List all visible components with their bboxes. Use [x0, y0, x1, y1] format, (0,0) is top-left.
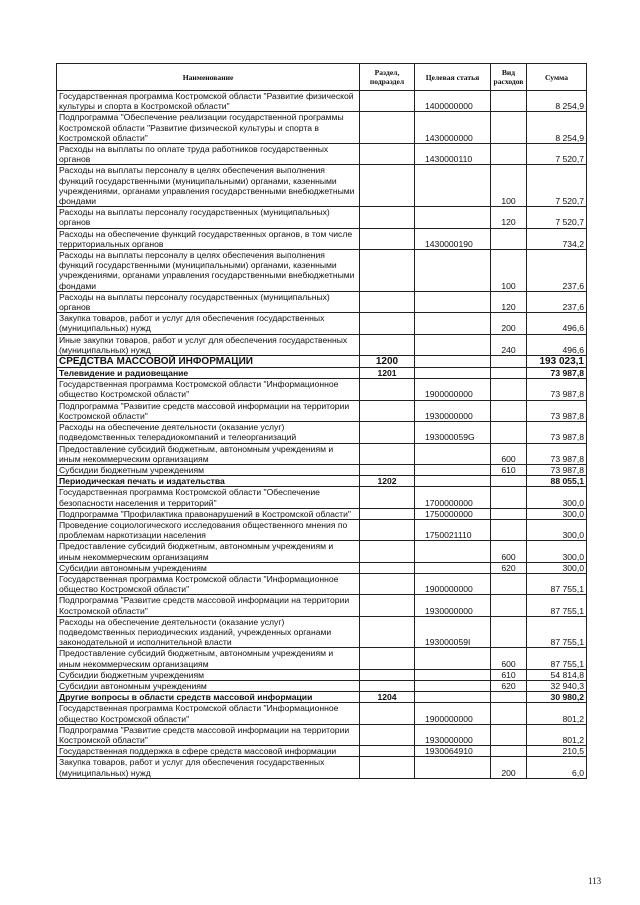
cell-section	[360, 443, 415, 464]
table-row	[57, 669, 587, 680]
cell-sum: 300,0	[527, 487, 587, 508]
cell-expense	[491, 703, 527, 724]
cell-name: Расходы на выплаты персоналу в целях обеспечения выполнения функций государственными (муниципальными) органами, казенными учреждениями, органами управления государственными внебюджетными фондами	[57, 250, 360, 292]
table-row	[57, 648, 587, 669]
table-row	[57, 356, 587, 368]
cell-target	[415, 165, 491, 207]
cell-name: Телевидение и радиовещание	[57, 368, 360, 379]
header-name: Наименование	[57, 64, 360, 91]
table-row	[57, 519, 587, 540]
cell-expense	[491, 379, 527, 400]
cell-expense	[491, 368, 527, 379]
table-row	[57, 746, 587, 757]
cell-name: Проведение социологического исследования общественного мнения по проблемам наркотизации населения	[57, 519, 360, 540]
cell-section	[360, 464, 415, 475]
cell-name: Подпрограмма "Развитие средств массовой информации на территории Костромской области"	[57, 400, 360, 421]
cell-section	[360, 250, 415, 292]
cell-target	[415, 291, 491, 312]
cell-section	[360, 648, 415, 669]
cell-sum: 300,0	[527, 519, 587, 540]
header-sum: Сумма	[527, 64, 587, 91]
cell-section	[360, 519, 415, 540]
cell-expense: 120	[491, 207, 527, 228]
table-row	[57, 508, 587, 519]
cell-section	[360, 400, 415, 421]
cell-name: Расходы на выплаты персоналу государственных (муниципальных) органов	[57, 207, 360, 228]
cell-name: Государственная программа Костромской области "Информационное общество Костромской области"	[57, 573, 360, 594]
cell-section	[360, 508, 415, 519]
cell-expense: 610	[491, 669, 527, 680]
page-number: 113	[588, 876, 602, 886]
cell-target: 1900000000	[415, 379, 491, 400]
cell-name: Предоставление субсидий бюджетным, автономным учреждениям и иным некоммерческим организациям	[57, 443, 360, 464]
cell-expense: 620	[491, 562, 527, 573]
cell-target	[415, 334, 491, 355]
cell-sum: 7 520,7	[527, 207, 587, 228]
cell-section	[360, 379, 415, 400]
cell-expense: 100	[491, 165, 527, 207]
table-row	[57, 464, 587, 475]
cell-section	[360, 757, 415, 778]
cell-sum: 801,2	[527, 703, 587, 724]
cell-section: 1202	[360, 476, 415, 487]
table-row	[57, 165, 587, 207]
cell-name: Подпрограмма "Развитие средств массовой информации на территории Костромской области"	[57, 724, 360, 745]
cell-target: 1400000000	[415, 91, 491, 112]
cell-target	[415, 757, 491, 778]
cell-section	[360, 165, 415, 207]
cell-name: Предоставление субсидий бюджетным, автономным учреждениям и иным некоммерческим организациям	[57, 541, 360, 562]
cell-name: Государственная поддержка в сфере средств массовой информации	[57, 746, 360, 757]
cell-sum: 237,6	[527, 250, 587, 292]
cell-name: Другие вопросы в области средств массовой информации	[57, 692, 360, 703]
cell-expense	[491, 595, 527, 616]
table-row	[57, 476, 587, 487]
cell-target: 1430000000	[415, 112, 491, 144]
cell-expense	[491, 487, 527, 508]
cell-name: Подпрограмма "Профилактика правонарушений в Костромской области"	[57, 508, 360, 519]
cell-sum: 300,0	[527, 541, 587, 562]
header-expense: Вид расходов	[491, 64, 527, 91]
cell-name: Подпрограмма "Обеспечение реализации государственной программы Костромской области "Развитие физической культуры и спорта в Костромской области"	[57, 112, 360, 144]
cell-expense: 620	[491, 680, 527, 691]
cell-sum: 300,0	[527, 562, 587, 573]
cell-expense	[491, 400, 527, 421]
cell-sum: 801,2	[527, 724, 587, 745]
table-row	[57, 703, 587, 724]
cell-target	[415, 680, 491, 691]
cell-sum: 87 755,1	[527, 648, 587, 669]
cell-name: Закупка товаров, работ и услуг для обеспечения государственных (муниципальных) нужд	[57, 313, 360, 334]
cell-sum: 87 755,1	[527, 616, 587, 648]
table-row	[57, 724, 587, 745]
cell-sum: 496,6	[527, 334, 587, 355]
cell-section	[360, 680, 415, 691]
cell-expense	[491, 144, 527, 165]
cell-name: Расходы на выплаты персоналу в целях обеспечения выполнения функций государственными (муниципальными) органами, казенными учреждениями, органами управления государственными внебюджетными фондами	[57, 165, 360, 207]
cell-section	[360, 207, 415, 228]
cell-name: Государственная программа Костромской области "Развитие физической культуры и спорта в Костромской области"	[57, 91, 360, 112]
cell-sum: 734,2	[527, 228, 587, 249]
cell-sum: 73 987,8	[527, 422, 587, 443]
cell-target: 1750021110	[415, 519, 491, 540]
cell-sum: 73 987,8	[527, 400, 587, 421]
cell-name: Расходы на выплаты персоналу государственных (муниципальных) органов	[57, 291, 360, 312]
cell-name: СРЕДСТВА МАССОВОЙ ИНФОРМАЦИИ	[57, 356, 360, 368]
cell-expense	[491, 422, 527, 443]
cell-name: Подпрограмма "Развитие средств массовой информации на территории Костромской области"	[57, 595, 360, 616]
cell-expense	[491, 91, 527, 112]
cell-target	[415, 562, 491, 573]
cell-target: 1700000000	[415, 487, 491, 508]
cell-section	[360, 595, 415, 616]
cell-sum: 6,0	[527, 757, 587, 778]
cell-section	[360, 112, 415, 144]
cell-section	[360, 91, 415, 112]
table-row	[57, 573, 587, 594]
cell-expense: 200	[491, 313, 527, 334]
table-row	[57, 443, 587, 464]
cell-name: Субсидии автономным учреждениям	[57, 680, 360, 691]
cell-sum: 73 987,8	[527, 379, 587, 400]
cell-sum: 73 987,8	[527, 368, 587, 379]
cell-sum: 87 755,1	[527, 573, 587, 594]
cell-sum: 87 755,1	[527, 595, 587, 616]
cell-section	[360, 291, 415, 312]
cell-section	[360, 703, 415, 724]
cell-target: 1750000000	[415, 508, 491, 519]
cell-expense	[491, 476, 527, 487]
cell-target	[415, 356, 491, 368]
cell-section	[360, 724, 415, 745]
cell-sum: 8 254,9	[527, 112, 587, 144]
cell-name: Расходы на обеспечение деятельности (оказание услуг) подведомственных периодических изданий, учрежденных органами законодательной и исполнительной власти	[57, 616, 360, 648]
cell-target: 193000059I	[415, 616, 491, 648]
cell-expense	[491, 356, 527, 368]
table-row	[57, 207, 587, 228]
cell-sum: 32 940,3	[527, 680, 587, 691]
table-row	[57, 313, 587, 334]
header-target: Целевая статья	[415, 64, 491, 91]
cell-sum: 8 254,9	[527, 91, 587, 112]
table-row	[57, 400, 587, 421]
cell-section	[360, 541, 415, 562]
cell-target	[415, 692, 491, 703]
cell-target: 1930000000	[415, 595, 491, 616]
table-row	[57, 250, 587, 292]
cell-target: 1930000000	[415, 724, 491, 745]
cell-sum: 193 023,1	[527, 356, 587, 368]
table-row	[57, 379, 587, 400]
cell-sum: 30 980,2	[527, 692, 587, 703]
cell-section: 1201	[360, 368, 415, 379]
cell-target	[415, 476, 491, 487]
cell-target: 1900000000	[415, 703, 491, 724]
cell-name: Расходы на выплаты по оплате труда работников государственных органов	[57, 144, 360, 165]
cell-target	[415, 648, 491, 669]
cell-sum: 7 520,7	[527, 144, 587, 165]
table-row	[57, 562, 587, 573]
cell-expense	[491, 616, 527, 648]
cell-name: Закупка товаров, работ и услуг для обеспечения государственных (муниципальных) нужд	[57, 757, 360, 778]
cell-target: 1430000110	[415, 144, 491, 165]
cell-expense: 610	[491, 464, 527, 475]
cell-name: Субсидии автономным учреждениям	[57, 562, 360, 573]
table-row	[57, 368, 587, 379]
cell-target	[415, 250, 491, 292]
table-row	[57, 228, 587, 249]
cell-sum: 7 520,7	[527, 165, 587, 207]
cell-expense	[491, 519, 527, 540]
cell-target	[415, 541, 491, 562]
cell-sum: 300,0	[527, 508, 587, 519]
cell-sum: 496,6	[527, 313, 587, 334]
cell-name: Государственная программа Костромской области "Обеспечение безопасности населения и территорий"	[57, 487, 360, 508]
cell-expense: 100	[491, 250, 527, 292]
table-header-row	[57, 64, 587, 91]
cell-section	[360, 228, 415, 249]
cell-target: 1930064910	[415, 746, 491, 757]
cell-name: Иные закупки товаров, работ и услуг для обеспечения государственных (муниципальных) нужд	[57, 334, 360, 355]
table-row	[57, 91, 587, 112]
cell-expense: 600	[491, 443, 527, 464]
cell-name: Периодическая печать и издательства	[57, 476, 360, 487]
table-row	[57, 422, 587, 443]
cell-target	[415, 464, 491, 475]
cell-sum: 210,5	[527, 746, 587, 757]
cell-section	[360, 422, 415, 443]
cell-name: Государственная программа Костромской области "Информационное общество Костромской области"	[57, 703, 360, 724]
cell-section	[360, 487, 415, 508]
table-row	[57, 541, 587, 562]
cell-expense: 600	[491, 648, 527, 669]
cell-section	[360, 669, 415, 680]
cell-section: 1204	[360, 692, 415, 703]
cell-sum: 73 987,8	[527, 464, 587, 475]
cell-target: 193000059G	[415, 422, 491, 443]
table-row	[57, 595, 587, 616]
cell-target	[415, 368, 491, 379]
cell-expense: 200	[491, 757, 527, 778]
table-row	[57, 757, 587, 778]
cell-expense: 120	[491, 291, 527, 312]
cell-expense	[491, 573, 527, 594]
cell-section	[360, 313, 415, 334]
cell-sum: 54 814,8	[527, 669, 587, 680]
cell-sum: 73 987,8	[527, 443, 587, 464]
cell-section: 1200	[360, 356, 415, 368]
cell-name: Расходы на обеспечение деятельности (оказание услуг) подведомственных телерадиокомпаний и телеорганизаций	[57, 422, 360, 443]
cell-name: Субсидии бюджетным учреждениям	[57, 669, 360, 680]
cell-section	[360, 746, 415, 757]
cell-target	[415, 443, 491, 464]
cell-section	[360, 573, 415, 594]
cell-expense	[491, 724, 527, 745]
cell-sum: 237,6	[527, 291, 587, 312]
table-row	[57, 680, 587, 691]
cell-target	[415, 313, 491, 334]
cell-name: Предоставление субсидий бюджетным, автономным учреждениям и иным некоммерческим организациям	[57, 648, 360, 669]
cell-expense	[491, 692, 527, 703]
cell-name: Государственная программа Костромской области "Информационное общество Костромской области"	[57, 379, 360, 400]
cell-section	[360, 616, 415, 648]
cell-expense	[491, 508, 527, 519]
cell-target	[415, 207, 491, 228]
cell-target: 1930000000	[415, 400, 491, 421]
table-body	[57, 91, 587, 779]
table-row	[57, 334, 587, 355]
budget-table	[56, 63, 587, 779]
cell-target	[415, 669, 491, 680]
cell-section	[360, 144, 415, 165]
cell-name: Субсидии бюджетным учреждениям	[57, 464, 360, 475]
cell-expense	[491, 746, 527, 757]
cell-section	[360, 334, 415, 355]
table-row	[57, 692, 587, 703]
table-row	[57, 487, 587, 508]
table-row	[57, 616, 587, 648]
cell-sum: 88 055,1	[527, 476, 587, 487]
cell-target: 1430000190	[415, 228, 491, 249]
cell-expense: 240	[491, 334, 527, 355]
cell-expense	[491, 112, 527, 144]
header-section: Раздел, подраздел	[360, 64, 415, 91]
cell-name: Расходы на обеспечение функций государственных органов, в том числе территориальных органов	[57, 228, 360, 249]
table-row	[57, 144, 587, 165]
cell-section	[360, 562, 415, 573]
cell-expense	[491, 228, 527, 249]
table-row	[57, 112, 587, 144]
table-row	[57, 291, 587, 312]
cell-target: 1900000000	[415, 573, 491, 594]
cell-expense: 600	[491, 541, 527, 562]
